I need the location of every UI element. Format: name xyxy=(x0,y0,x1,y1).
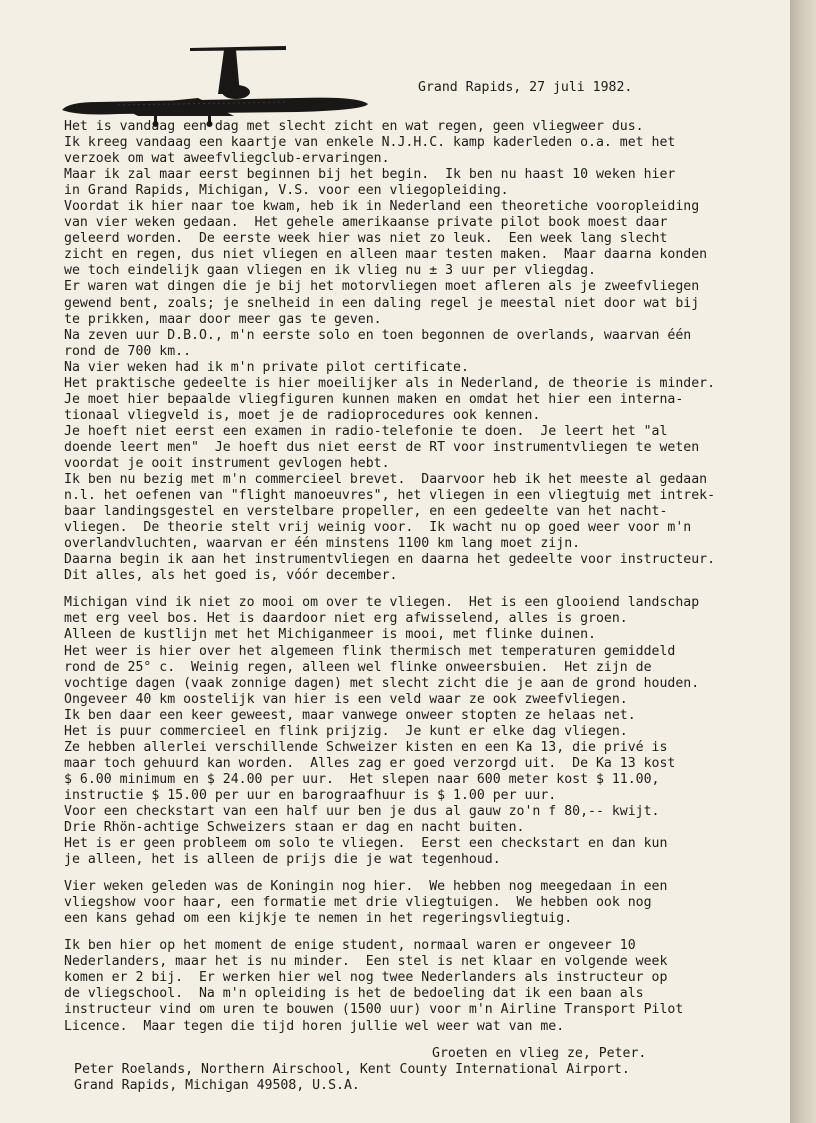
text-line: Het is vandaag een dag met slecht zicht en wat regen, geen vliegweer dus. xyxy=(64,119,644,134)
text-line: komen er 2 bij. Er werken hier wel nog twee Nederlanders als instructeur op xyxy=(64,970,668,986)
text-line: maar toch gehuurd kan worden. Alles zag er goed verzorgd uit. De Ka 13 kost xyxy=(64,755,676,771)
text-line: je alleen, het is alleen de prijs die je wat tegenhoud. xyxy=(64,852,501,868)
text-line: Je moet hier bepaalde vliegfiguren kunnen maken en omdat het hier een interna- xyxy=(64,391,684,407)
text-line: Het is er geen probleem om solo te vliegen. Eerst een checkstart en dan kun xyxy=(64,836,668,852)
text-line: instructie $ 15.00 per uur en barograafhuur is $ 1.00 per uur. xyxy=(64,787,557,803)
text-line: Daarna begin ik aan het instrumentvliegen en daarna het gedeelte voor instructeur. xyxy=(64,552,716,568)
text-line: met erg veel bos. Het is daardoor niet erg afwisselend, alles is groen. xyxy=(64,611,628,627)
text-line: in Grand Rapids, Michigan, V.S. voor een vliegopleiding. xyxy=(64,183,509,199)
text-line: doende leert men" Je hoeft dus niet eerst de RT voor instrumentvliegen te weten xyxy=(64,439,700,455)
letter-body xyxy=(64,119,784,1094)
text-line: Het is puur commercieel en flink prijzig. Je kunt er elke dag vliegen. xyxy=(64,723,628,739)
text-line: Na vier weken had ik m'n private pilot certificate. xyxy=(64,359,469,375)
text-line: Michigan vind ik niet zo mooi om over te vliegen. Het is een glooiend landschap xyxy=(64,595,700,611)
text-line: de vliegschool. Na m'n opleiding is het de bedoeling dat ik een baan als xyxy=(64,986,644,1002)
text-line: Dit alles, als het goed is, vóór december. xyxy=(64,568,398,584)
text-line: Maar ik zal maar eerst beginnen bij het begin. Ik ben nu haast 10 weken hier xyxy=(64,167,676,183)
text-line: instructeur vind om uren te bouwen (1500 uur) voor m'n Airline Transport Pilot xyxy=(64,1002,684,1018)
paragraph xyxy=(64,938,784,1034)
paragraph xyxy=(64,595,784,868)
text-line: Ongeveer 40 km oostelijk van hier is een veld waar ze ook zweefvliegen. xyxy=(64,691,628,707)
text-line: Drie Rhön-achtige Schweizers staan er dag en nacht buiten. xyxy=(64,820,525,836)
text-line: geleerd worden. De eerste week hier was niet zo leuk. Een week lang slecht xyxy=(64,231,668,247)
paragraph xyxy=(64,879,784,927)
text-line: baar landingsgestel en verstelbare propeller, en een gedeelte van het nacht- xyxy=(64,504,668,520)
text-line: Vier weken geleden was de Koningin nog hier. We hebben nog meegedaan in een xyxy=(64,879,668,895)
text-line: Alleen de kustlijn met het Michiganmeer is mooi, met flinke duinen. xyxy=(64,627,596,643)
text-line: rond de 700 km.. xyxy=(64,343,192,359)
page-edge xyxy=(790,0,816,1123)
text-line: een kans gehad om een kijkje te nemen in het regeringsvliegtuig. xyxy=(64,911,573,927)
text-line: te prikken, maar door meer gas te geven. xyxy=(64,311,382,327)
text-line: Ik ben nu bezig met m'n commercieel brevet. Daarvoor heb ik het meeste al gedaan xyxy=(64,472,708,488)
text-line: verzoek om wat aweefvliegclub-ervaringen. xyxy=(64,151,390,167)
text-line: Na zeven uur D.B.O., m'n eerste solo en toen begonnen de overlands, waarvan één xyxy=(64,327,692,343)
text-line: Ik ben hier op het moment de enige student, normaal waren er ongeveer 10 xyxy=(64,938,636,954)
text-line: n.l. het oefenen van "flight manoeuvres", het vliegen in een vliegtuig met intrek- xyxy=(64,488,716,504)
text-line: overlandvluchten, waarvan er één minstens 1100 km lang moet zijn. xyxy=(64,536,581,552)
text-line: $ 6.00 minimum en $ 24.00 per uur. Het slepen naar 600 meter kost $ 11.00, xyxy=(64,771,660,787)
text-line: vliegen. De theorie stelt vrij weinig voor. Ik wacht nu op goed weer voor m'n xyxy=(64,520,692,536)
paragraph xyxy=(64,119,784,584)
text-line: Voor een checkstart van een half uur ben je dus al gauw zo'n f 80,-- kwijt. xyxy=(64,803,660,819)
text-line: gewend bent, zoals; je snelheid in een daling regel je meestal niet door wat bij xyxy=(64,295,700,311)
sender-city: Grand Rapids, Michigan 49508, U.S.A. xyxy=(74,1077,360,1093)
text-line: Licence. Maar tegen die tijd horen jullie wel weer wat van me. xyxy=(64,1018,565,1034)
text-line: tionaal vliegveld is, moet je de radioprocedures ook kennen. xyxy=(64,407,541,423)
text-line: zicht en regen, dus niet vliegen en alleen maar testen maken. Maar daarna konden xyxy=(64,247,708,263)
text-line: Voordat ik hier naar toe kwam, heb ik in Nederland een theoretiche vooropleiding xyxy=(64,199,700,215)
sign-off: Groeten en vlieg ze, Peter. xyxy=(432,1045,647,1061)
text-line: Je hoeft niet eerst een examen in radio-telefonie te doen. Je leert het "al xyxy=(64,423,668,439)
dateline: Grand Rapids, 27 juli 1982. xyxy=(418,80,633,95)
text-line: vliegshow voor haar, een formatie met drie vliegtuigen. We hebben ook nog xyxy=(64,895,652,911)
text-line: rond de 25° c. Weinig regen, alleen wel flinke onweersbuien. Het zijn de xyxy=(64,659,652,675)
sender-address: Peter Roelands, Northern Airschool, Kent County International Airport. xyxy=(74,1061,630,1077)
signature-block xyxy=(64,1046,784,1094)
text-line: Het praktische gedeelte is hier moeilijker als in Nederland, de theorie is minder. xyxy=(64,375,716,391)
text-line: Nederlanders, maar het is nu minder. Een stel is net klaar en volgende week xyxy=(64,954,668,970)
text-line: Ik ben daar een keer geweest, maar vanwege onweer stopten ze helaas net. xyxy=(64,707,636,723)
airliner-silhouette-icon xyxy=(58,36,370,128)
text-line: we toch eindelijk gaan vliegen en ik vlieg nu ± 3 uur per vliegdag. xyxy=(64,263,596,279)
text-line: Het weer is hier over het algemeen flink thermisch met temperaturen gemiddeld xyxy=(64,643,676,659)
text-line: vochtige dagen (vaak zonnige dagen) met slecht zicht die je aan de grond houden. xyxy=(64,675,700,691)
text-line: Ze hebben allerlei verschillende Schweizer kisten en een Ka 13, die privé is xyxy=(64,739,668,755)
text-line: voordat je ooit instrument gevlogen hebt. xyxy=(64,455,390,471)
text-line: Er waren wat dingen die je bij het motorvliegen moet afleren als je zweefvliegen xyxy=(64,279,700,295)
text-line: van vier weken gedaan. Het gehele amerikaanse private pilot book moest daar xyxy=(64,215,668,231)
text-line: Ik kreeg vandaag een kaartje van enkele N.J.H.C. kamp kaderleden o.a. met het xyxy=(64,135,676,151)
